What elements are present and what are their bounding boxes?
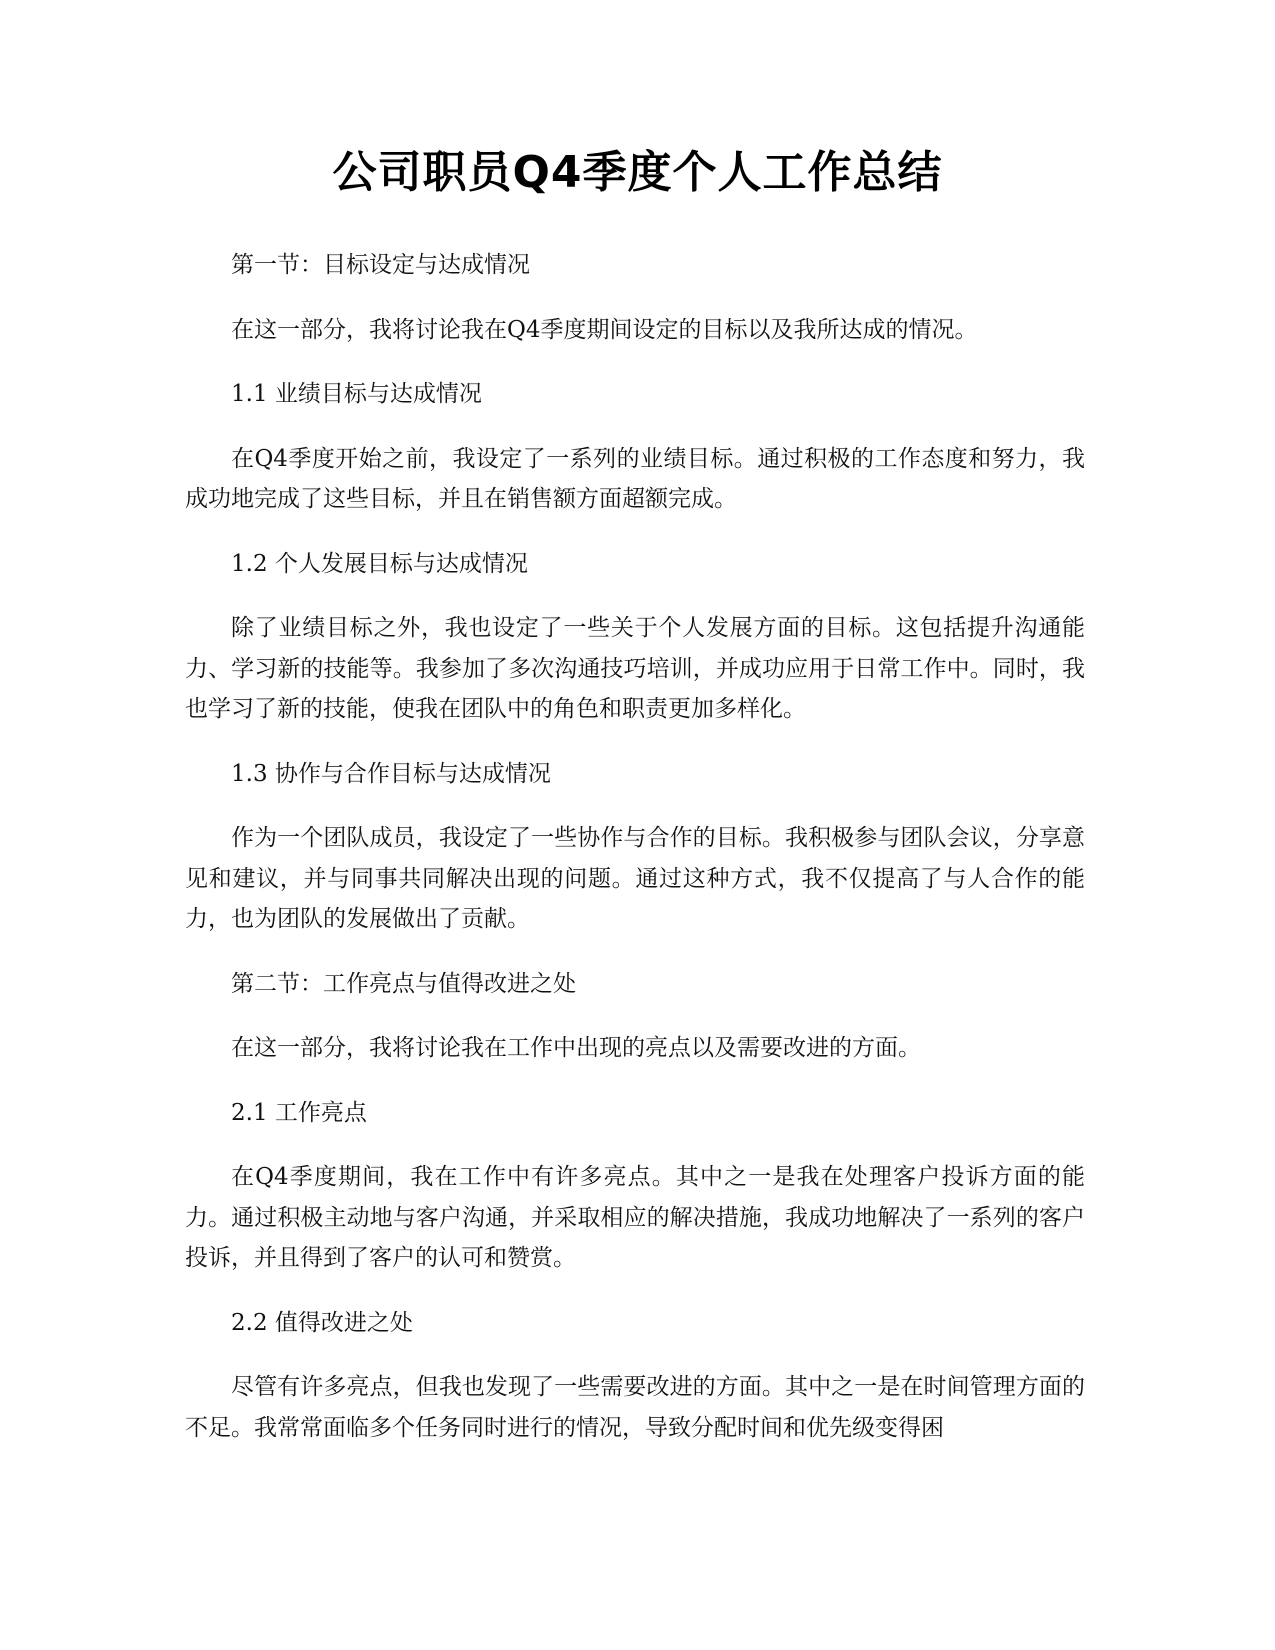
section-heading-1: 第一节：目标设定与达成情况 [231,252,530,278]
subsection-2-1-paragraph: 在Q4季度期间，我在工作中有许多亮点。其中之一是我在处理客户投诉方面的能力。通过积极主动地与客户沟通，并采取相应的解决措施，我成功地解决了一系列的客户投诉，并且得到了客户的认可和赞赏。 [185,1164,1085,1271]
subsection-2-2-paragraph: 尽管有许多亮点，但我也发现了一些需要改进的方面。其中之一是在时间管理方面的不足。我常常面临多个任务同时进行的情况，导致分配时间和优先级变得困 [185,1374,1085,1441]
subsection-1-3-paragraph: 作为一个团队成员，我设定了一些协作与合作的目标。我积极参与团队会议，分享意见和建议，并与同事共同解决出现的问题。通过这种方式，我不仅提高了与人合作的能力，也为团队的发展做出了贡献。 [185,825,1085,932]
document-body [185,245,1085,1472]
section-2-intro-paragraph: 在这一部分，我将讨论我在工作中出现的亮点以及需要改进的方面。 [231,1035,921,1061]
subsection-heading-2-1: 2.1 工作亮点 [231,1099,367,1126]
section-1-intro-paragraph: 在这一部分，我将讨论我在Q4季度期间设定的目标以及我所达成的情况。 [231,316,978,343]
subsection-heading-1-1: 1.1 业绩目标与达成情况 [231,381,482,407]
document-title: 公司职员Q4季度个人工作总结 [332,147,943,198]
subsection-1-2-paragraph: 除了业绩目标之外，我也设定了一些关于个人发展方面的目标。这包括提升沟通能力、学习新的技能等。我参加了多次沟通技巧培训，并成功应用于日常工作中。同时，我也学习了新的技能，使我在团队中的角色和职责更加多样化。 [185,615,1085,722]
subsection-1-1-paragraph: 在Q4季度开始之前，我设定了一系列的业绩目标。通过积极的工作态度和努力，我成功地完成了这些目标，并且在销售额方面超额完成。 [185,445,1085,512]
subsection-heading-2-2: 2.2 值得改进之处 [231,1309,413,1336]
subsection-heading-1-3: 1.3 协作与合作目标与达成情况 [231,760,551,787]
subsection-heading-1-2: 1.2 个人发展目标与达成情况 [231,550,528,577]
section-heading-2: 第二节：工作亮点与值得改进之处 [231,970,576,997]
